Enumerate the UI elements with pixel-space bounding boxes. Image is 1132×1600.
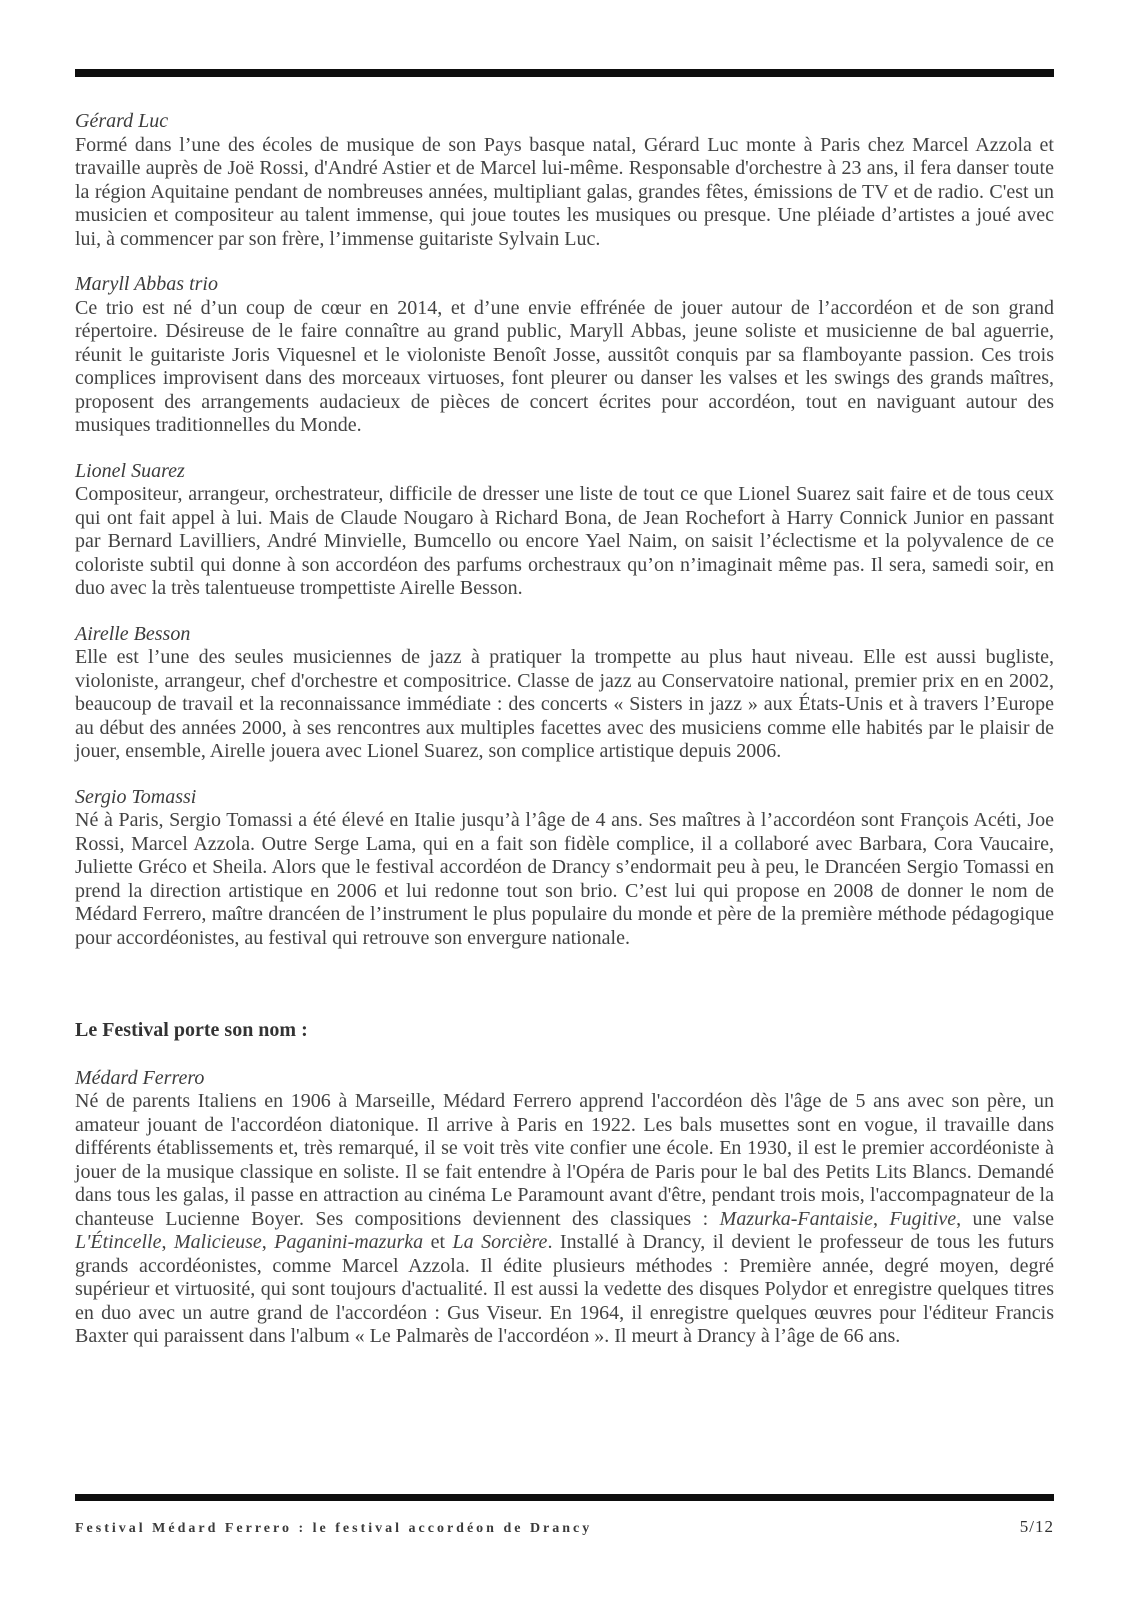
artist-bio: Formé dans l’une des écoles de musique de son Pays basque natal, Gérard Luc monte à Paris chez Marcel Azzola et travaille auprès de Joë Rossi, d'André Astier et de Marcel lui-même. Responsable d'orchestre à 23 ans, il fera danser toute la région Aquitaine pendant de nombreuses années, multipliant galas, grandes fêtes, émissions de TV et de radio. C'est un musicien et compositeur au talent immense, qui joue toutes les musiques ou presque. Une pléiade d’artistes a joué avec lui, à commencer par son frère, l’immense guitariste Sylvain Luc. <box>75 133 1054 250</box>
artist-bio: Né à Paris, Sergio Tomassi a été élevé en Italie jusqu’à l’âge de 4 ans. Ses maîtres à l’accordéon sont François Acéti, Joe Rossi, Marcel Azzola. Outre Serge Lama, qui en a fait son fidèle complice, il a collaboré avec Barbara, Cora Vaucaire, Juliette Gréco et Sheila. Alors que le festival accordéon de Drancy s’endormait peu à peu, le Drancéen Sergio Tomassi en prend la direction artistique en 2006 et lui redonne tout son brio. C’est lui qui propose en 2008 de donner le nom de Médard Ferrero, maître drancéen de l’instrument le plus populaire du monde et père de la première méthode pédagogique pour accordéonistes, au festival qui retrouve son envergure nationale. <box>75 809 1054 949</box>
bio-segment: , <box>872 1207 890 1230</box>
bio-segment: et <box>423 1231 453 1253</box>
work-title: L'Étincelle <box>75 1231 162 1253</box>
section-lionel-suarez <box>75 460 1054 601</box>
work-title: Paganini-mazurka <box>274 1231 424 1253</box>
work-title: Fugitive <box>889 1207 957 1230</box>
work-title: La Sorcière <box>452 1231 548 1253</box>
top-rule <box>75 69 1054 77</box>
bio-segment: . Installé à Drancy, il devient le professeur de tous les futurs grands accordéonistes, comme Marcel Azzola. Il édite plusieurs méthodes : Première année, degré moyen, degré supérieur et virtuosité, qui sont toujours d'actualité. Il est aussi la vedette des disques Polydor et enregistre quelques titres en duo avec un autre grand de l'accordéon : Gus Viseur. En 1964, il enregistre quelques œuvres pour l'éditeur Francis Baxter qui paraissent dans l'album « Le Palmarès de l'accordéon ». Il meurt à Drancy à l’âge de 66 ans. <box>75 1231 1054 1347</box>
section-medard-ferrero <box>75 1067 1054 1349</box>
bio-segment: , une valse <box>956 1207 1054 1230</box>
bio-segment: , <box>161 1231 174 1253</box>
footer-row <box>75 1517 1054 1537</box>
artist-heading: Maryll Abbas trio <box>75 273 218 295</box>
artist-heading: Médard Ferrero <box>75 1066 205 1089</box>
festival-subtitle: Le Festival porte son nom : <box>75 1019 308 1041</box>
page-number: 5/12 <box>1019 1517 1054 1536</box>
artist-bio: Elle est l’une des seules musiciennes de jazz à pratiquer la trompette au plus haut niveau. Elle est aussi bugliste, violoniste, arrangeur, chef d'orchestre et compositrice. Classe de jazz au Conservatoire national, premier prix en en 2002, beaucoup de travail et la reconnaissance immédiate : des concerts « Sisters in jazz » aux États-Unis et à travers l’Europe au début des années 2000, à ses rencontres aux multiples facettes avec des musiciens comme elle habités par le plaisir de jouer, ensemble, Airelle jouera avec Lionel Suarez, son complice artistique depuis 2006. <box>75 646 1054 762</box>
artist-heading: Lionel Suarez <box>75 459 185 482</box>
page-footer <box>75 1494 1054 1537</box>
section-sergio-tomassi <box>75 786 1054 951</box>
artist-bio: Compositeur, arrangeur, orchestrateur, difficile de dresser une liste de tout ce que Lionel Suarez sait faire et de tous ceux qui ont fait appel à lui. Mais de Claude Nougaro à Richard Bona, de Jean Rochefort à Harry Connick Junior en passant par Bernard Lavilliers, André Minvielle, Bumcello ou encore Yael Naim, on saisit l’éclectisme et la polyvalence de ce coloriste subtil qui donne à son accordéon des parfums orchestraux qu’on n’imaginait même pas. Il sera, samedi soir, en duo avec la très talentueuse trompettiste Airelle Besson. <box>75 483 1054 599</box>
bio-segment: Né de parents Italiens en 1906 à Marseille, Médard Ferrero apprend l'accordéon dès l'âge de 5 ans avec son père, un amateur jouant de l'accordéon diatonique. Il arrive à Paris en 1922. Les bals musettes sont en vogue, il travaille dans différents établissements et, très remarqué, il se voit très vite confier une école. En 1930, il est le premier accordéoniste à jouer de la musique classique en soliste. Il se fait entendre à l'Opéra de Paris pour le bal des Petits Lits Blancs. Demandé dans tous les galas, il passe en attraction au cinéma Le Paramount avant d'être, pendant trois mois, l'accompagnateur de la chanteuse Lucienne Boyer. Ses compositions deviennent des classiques : <box>75 1090 1054 1230</box>
work-title: Malicieuse <box>173 1231 262 1253</box>
section-gerard-luc <box>75 110 1054 251</box>
section-maryll-abbas-trio <box>75 273 1054 438</box>
artist-heading: Gérard Luc <box>75 110 169 132</box>
footer-rule <box>75 1494 1054 1501</box>
ferrero-bio <box>75 1090 1054 1349</box>
footer-title: Festival Médard Ferrero : le festival accordéon de Drancy <box>75 1521 593 1536</box>
artist-heading: Airelle Besson <box>75 622 191 645</box>
section-airelle-besson <box>75 623 1054 764</box>
work-title: Mazurka-Fantaisie <box>719 1207 873 1230</box>
bio-segment: , <box>261 1231 275 1253</box>
page-content <box>0 69 1132 1349</box>
artist-bio: Ce trio est né d’un coup de cœur en 2014, et d’une envie effrénée de jouer autour de l’accordéon et de son grand répertoire. Désireuse de le faire connaître au grand public, Maryll Abbas, jeune soliste et musicienne de bal aguerrie, réunit le guitariste Joris Viquesnel et le violoniste Benoît Josse, aussitôt conquis par sa flamboyante passion. Ces trois complices improvisent dans des morceaux virtuoses, font pleurer ou danser les valses et les swings des grands maîtres, proposent des arrangements audacieux de pièces de concert écrites pour accordéon, tout en naviguant autour des musiques traditionnelles du Monde. <box>75 296 1054 436</box>
artist-heading: Sergio Tomassi <box>75 785 197 808</box>
